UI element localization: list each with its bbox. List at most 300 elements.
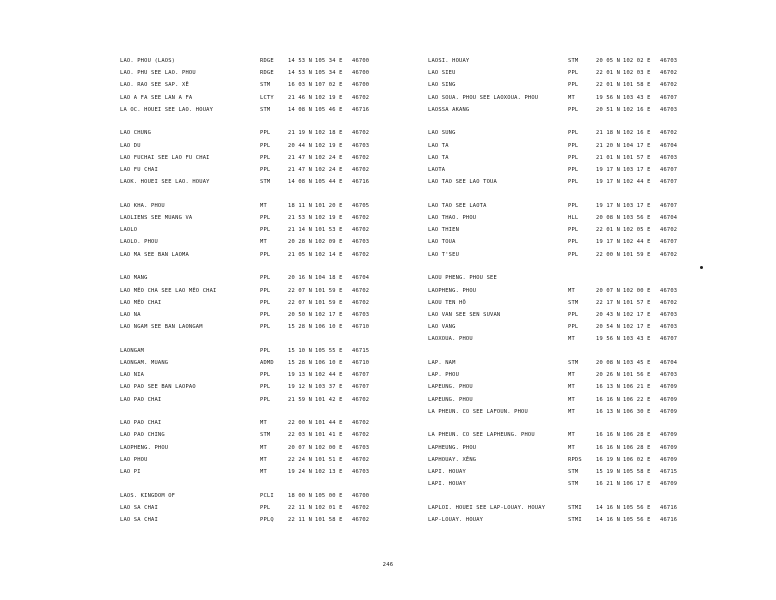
map-code: 46702 [352, 299, 370, 306]
feature-type: PPL [260, 154, 271, 161]
gazetteer-entry [120, 321, 388, 333]
map-code: 46702 [660, 227, 678, 234]
place-name: LAO TAO SEE LAOTA [428, 202, 487, 209]
longitude: 103 43 E [623, 336, 651, 343]
longitude: 105 00 E [315, 492, 343, 499]
place-name: LAOU TEN HÔ [428, 299, 466, 306]
map-code: 46709 [660, 396, 678, 403]
feature-type: PPL [260, 372, 271, 379]
place-name: LAO PAO SEE BAN LAOPAO [120, 384, 196, 391]
map-code: 46703 [660, 287, 678, 294]
longitude: 105 44 E [315, 179, 343, 186]
map-code: 46709 [660, 432, 678, 439]
latitude: 16 16 N [596, 432, 621, 439]
gazetteer-entry [428, 429, 698, 441]
map-code: 46703 [352, 142, 370, 149]
longitude: 101 53 E [315, 227, 343, 234]
longitude: 101 20 E [315, 202, 343, 209]
map-code: 46709 [660, 456, 678, 463]
place-name: LAO TA [428, 142, 449, 149]
longitude: 105 56 E [623, 504, 651, 511]
feature-type: PPL [260, 299, 271, 306]
gazetteer-entry [428, 369, 698, 381]
longitude: 106 10 E [315, 359, 343, 366]
gazetteer-entry [428, 454, 698, 466]
longitude: 106 28 E [623, 444, 651, 451]
longitude: 103 17 E [623, 202, 651, 209]
longitude: 101 51 E [315, 456, 343, 463]
longitude: 103 17 E [623, 167, 651, 173]
feature-type: MT [260, 456, 267, 463]
longitude: 102 01 E [315, 504, 343, 511]
longitude: 106 21 E [623, 384, 651, 391]
latitude: 16 03 N [288, 82, 313, 89]
gazetteer-entry [428, 212, 698, 224]
place-name: LA PHEUN. CO SEE LAPHEUNG. PHOU [428, 432, 535, 439]
feature-type: MT [568, 408, 575, 415]
latitude: 22 11 N [288, 504, 313, 511]
gazetteer-entry [428, 104, 698, 116]
longitude: 102 17 E [623, 311, 651, 318]
latitude: 14 53 N [288, 70, 313, 77]
place-name: LAPEUNG. PHOU [428, 384, 473, 391]
latitude: 22 00 N [288, 420, 313, 427]
place-name: LAO MẼO CHAI [120, 299, 162, 306]
place-name: LAO MANG [120, 275, 148, 282]
longitude: 102 44 E [315, 372, 343, 379]
longitude: 102 19 E [315, 215, 343, 222]
latitude: 15 19 N [596, 468, 621, 475]
place-name: LAOLIENS SEE MUANG VA [120, 215, 193, 222]
latitude: 22 01 N [596, 70, 621, 77]
latitude: 18 11 N [288, 202, 313, 209]
map-code: 46702 [352, 227, 370, 234]
latitude: 19 56 N [596, 94, 621, 101]
gazetteer-entry [120, 466, 388, 478]
place-name: LAPLOI. HOUEI SEE LAP-LOUAY. HOUAY [428, 504, 546, 511]
feature-type: MT [568, 432, 575, 439]
longitude: 107 02 E [315, 82, 343, 89]
longitude: 102 17 E [623, 324, 651, 331]
map-code: 46700 [352, 70, 370, 77]
feature-type: RDGE [260, 70, 274, 77]
place-name: LAO PAO CHAI [120, 396, 162, 403]
latitude: 21 20 N [596, 142, 621, 149]
feature-type: PPL [260, 324, 271, 331]
map-code: 46702 [352, 420, 370, 427]
place-name: LAO THAO. PHOU [428, 215, 477, 222]
map-code: 46715 [352, 347, 370, 354]
longitude: 106 28 E [623, 432, 651, 439]
gazetteer-entry [428, 333, 698, 345]
feature-type: PPL [568, 311, 579, 318]
place-name: LAO MẼO CHA SEE LAO MẼO CHAI [120, 287, 217, 294]
feature-type: ADMD [260, 359, 274, 366]
feature-type: PPL [568, 167, 579, 173]
gazetteer-entry [428, 406, 698, 418]
longitude: 101 58 E [315, 517, 343, 523]
map-code: 46716 [660, 517, 678, 523]
latitude: 16 19 N [596, 456, 621, 463]
place-name: LAO FU CHAI [120, 167, 158, 173]
map-code: 46705 [352, 202, 370, 209]
latitude: 20 28 N [288, 239, 313, 246]
place-name: LAPEUNG. PHOU [428, 396, 473, 403]
feature-type: MT [260, 468, 267, 475]
latitude: 21 53 N [288, 215, 313, 222]
map-code: 46707 [352, 372, 370, 379]
longitude: 106 17 E [623, 481, 651, 488]
gazetteer-entry [428, 200, 698, 212]
gazetteer-entry [428, 127, 698, 139]
longitude: 106 22 E [623, 396, 651, 403]
feature-type: STM [260, 179, 271, 186]
feature-type: STM [568, 359, 579, 366]
feature-type: PPL [260, 142, 271, 149]
longitude: 102 44 E [623, 239, 651, 246]
gazetteer-entry [120, 442, 388, 454]
gazetteer-entry [120, 369, 388, 381]
map-code: 46704 [660, 359, 678, 366]
feature-type: PPL [260, 275, 271, 282]
right-column [428, 55, 698, 538]
gazetteer-entry [428, 272, 698, 284]
place-name: LAOSI. HOUAY [428, 58, 470, 64]
latitude: 15 10 N [288, 347, 313, 354]
latitude: 14 53 N [288, 58, 313, 64]
place-name: LAO FUCHAI SEE LAO FU CHAI [120, 154, 210, 161]
latitude: 19 13 N [288, 372, 313, 379]
feature-type: STM [260, 106, 271, 113]
longitude: 104 17 E [623, 142, 651, 149]
map-code: 46702 [352, 251, 370, 258]
map-code: 46700 [352, 82, 370, 89]
longitude: 105 46 E [315, 106, 343, 113]
feature-type: PPL [260, 167, 271, 173]
feature-type: PPL [568, 179, 579, 186]
latitude: 20 44 N [288, 142, 313, 149]
gazetteer-entry [428, 297, 698, 309]
place-name: LAO NGAM SEE BAN LAONGAM [120, 324, 203, 331]
place-name: LAOTA [428, 167, 446, 173]
map-code: 46703 [660, 372, 678, 379]
gazetteer-entry [120, 297, 388, 309]
latitude: 19 17 N [596, 167, 621, 173]
gazetteer-entry [120, 309, 388, 321]
gazetteer-entry [120, 127, 388, 139]
gazetteer-entry [120, 417, 388, 429]
entry-group [428, 272, 698, 345]
place-name: LAP-LOUAY. HOUAY [428, 517, 484, 523]
latitude: 20 07 N [288, 444, 313, 451]
latitude: 22 17 N [596, 299, 621, 306]
map-code: 46710 [352, 359, 370, 366]
entry-group [120, 55, 388, 116]
latitude: 14 08 N [288, 106, 313, 113]
latitude: 20 08 N [596, 215, 621, 222]
feature-type: STM [568, 299, 579, 306]
longitude: 102 05 E [623, 227, 651, 234]
map-code: 46703 [660, 154, 678, 161]
place-name: LAP. PHOU [428, 372, 460, 379]
feature-type: STM [568, 58, 579, 64]
longitude: 105 58 E [623, 468, 651, 475]
gazetteer-entry [120, 176, 388, 188]
place-name: LA OC. HOUEI SEE LAO. HOUAY [120, 106, 214, 113]
longitude: 102 13 E [315, 468, 343, 475]
gazetteer-entry [120, 381, 388, 393]
latitude: 16 16 N [596, 396, 621, 403]
feature-type: STM [260, 432, 271, 439]
latitude: 18 00 N [288, 492, 313, 499]
place-name: LAO SA CHAI [120, 517, 158, 523]
entry-group [120, 272, 388, 333]
map-code: 46707 [660, 94, 678, 101]
feature-type: MT [568, 287, 575, 294]
longitude: 103 56 E [623, 215, 651, 222]
feature-type: MT [260, 444, 267, 451]
gazetteer-entry [120, 104, 388, 116]
feature-type: PPL [260, 215, 271, 222]
longitude: 103 43 E [623, 94, 651, 101]
feature-type: STM [568, 468, 579, 475]
latitude: 22 11 N [288, 517, 313, 523]
map-code: 46702 [660, 82, 678, 89]
place-name: LAO PHOU [120, 456, 148, 463]
longitude: 101 42 E [315, 396, 343, 403]
longitude: 102 18 E [315, 130, 343, 137]
longitude: 106 10 E [315, 324, 343, 331]
stray-mark [700, 266, 703, 269]
latitude: 15 28 N [288, 324, 313, 331]
map-code: 46707 [660, 336, 678, 343]
map-code: 46703 [352, 444, 370, 451]
feature-type: MT [568, 396, 575, 403]
feature-type: PPL [568, 324, 579, 331]
latitude: 16 13 N [596, 408, 621, 415]
latitude: 20 54 N [596, 324, 621, 331]
gazetteer-entry [120, 224, 388, 236]
place-name: LAO DU [120, 142, 141, 149]
gazetteer-entry [428, 176, 698, 188]
latitude: 20 07 N [596, 287, 621, 294]
map-code: 46716 [352, 106, 370, 113]
longitude: 105 34 E [315, 70, 343, 77]
latitude: 20 51 N [596, 106, 621, 113]
latitude: 21 19 N [288, 130, 313, 137]
longitude: 103 45 E [623, 359, 651, 366]
feature-type: LCTY [260, 94, 274, 101]
gazetteer-entry [428, 381, 698, 393]
map-code: 46710 [352, 324, 370, 331]
latitude: 19 12 N [288, 384, 313, 391]
map-code: 46715 [660, 468, 678, 475]
map-code: 46702 [352, 94, 370, 101]
place-name: LAO NA [120, 311, 141, 318]
latitude: 21 47 N [288, 154, 313, 161]
latitude: 22 24 N [288, 456, 313, 463]
place-name: LAOLO. PHOU [120, 239, 158, 246]
latitude: 21 59 N [288, 396, 313, 403]
place-name: LAPHEUNG. PHOU [428, 444, 477, 451]
map-code: 46709 [660, 444, 678, 451]
latitude: 14 16 N [596, 504, 621, 511]
latitude: 15 28 N [288, 359, 313, 366]
feature-type: PPL [260, 227, 271, 234]
longitude: 101 41 E [315, 432, 343, 439]
map-code: 46702 [660, 70, 678, 77]
latitude: 21 47 N [288, 167, 313, 173]
latitude: 14 08 N [288, 179, 313, 186]
longitude: 102 19 E [315, 142, 343, 149]
map-code: 46703 [352, 468, 370, 475]
latitude: 22 01 N [596, 82, 621, 89]
latitude: 19 17 N [596, 239, 621, 246]
feature-type: PPL [260, 311, 271, 318]
gazetteer-entry [428, 285, 698, 297]
place-name: LAO MA SEE BAN LAOMA [120, 251, 189, 258]
place-name: LAPI. HOUAY [428, 481, 466, 488]
longitude: 102 44 E [623, 179, 651, 186]
longitude: 102 09 E [315, 239, 343, 246]
latitude: 20 16 N [288, 275, 313, 282]
left-column [120, 55, 388, 538]
gazetteer-entry [120, 272, 388, 284]
gazetteer-entry [120, 200, 388, 212]
place-name: LAO SING [428, 82, 456, 89]
place-name: LAP. NAM [428, 359, 456, 366]
map-code: 46702 [660, 251, 678, 258]
latitude: 21 14 N [288, 227, 313, 234]
gazetteer-entry [428, 140, 698, 152]
place-name: LAO T'SEU [428, 251, 460, 258]
gazetteer-entry [120, 429, 388, 441]
map-code: 46702 [352, 396, 370, 403]
longitude: 106 02 E [623, 456, 651, 463]
map-code: 46703 [660, 58, 678, 64]
feature-type: MT [568, 444, 575, 451]
latitude: 22 00 N [596, 251, 621, 258]
feature-type: MT [568, 336, 575, 343]
place-name: LAO TA [428, 154, 449, 161]
longitude: 102 24 E [315, 167, 343, 173]
map-code: 46702 [352, 215, 370, 222]
place-name: LAPI. HOUAY [428, 468, 466, 475]
feature-type: PPL [568, 154, 579, 161]
longitude: 105 34 E [315, 58, 343, 64]
gazetteer-entry [428, 55, 698, 67]
entry-group [428, 55, 698, 116]
place-name: LAO CHUNG [120, 130, 152, 137]
feature-type: PPL [568, 70, 579, 77]
place-name: LAOSSA AKANG [428, 106, 470, 113]
place-name: LAO PAO CHAI [120, 420, 162, 427]
place-name: LAO KHA. PHOU [120, 202, 165, 209]
longitude: 103 37 E [315, 384, 343, 391]
longitude: 105 55 E [315, 347, 343, 354]
latitude: 22 07 N [288, 287, 313, 294]
map-code: 46709 [660, 384, 678, 391]
gazetteer-entry [428, 152, 698, 164]
gazetteer-entry [120, 164, 388, 176]
longitude: 101 57 E [623, 299, 651, 306]
place-name: LAOPHENG. PHOU [428, 287, 477, 294]
map-code: 46703 [660, 311, 678, 318]
feature-type: PCLI [260, 492, 274, 499]
map-code: 46702 [352, 287, 370, 294]
gazetteer-entry [120, 285, 388, 297]
gazetteer-entry [120, 67, 388, 79]
longitude: 102 00 E [623, 287, 651, 294]
gazetteer-entry [120, 92, 388, 104]
gazetteer-entry [120, 249, 388, 261]
map-code: 46707 [660, 179, 678, 186]
map-code: 46700 [352, 58, 370, 64]
place-name: LAOPHENG. PHOU [120, 444, 169, 451]
place-name: LAO. RAO SEE SAP. XÊ [120, 82, 189, 89]
latitude: 21 05 N [288, 251, 313, 258]
latitude: 20 08 N [596, 359, 621, 366]
feature-type: PPL [260, 396, 271, 403]
entry-group [120, 417, 388, 478]
gazetteer-entry [428, 309, 698, 321]
latitude: 20 05 N [596, 58, 621, 64]
map-code: 46702 [352, 517, 370, 523]
latitude: 22 01 N [596, 227, 621, 234]
feature-type: PPL [568, 251, 579, 258]
feature-type: MT [568, 94, 575, 101]
place-name: LAO TAO SEE LAO TOUA [428, 179, 497, 186]
latitude: 22 07 N [288, 299, 313, 306]
gazetteer-entry [428, 224, 698, 236]
feature-type: STM [260, 82, 271, 89]
gazetteer-entry [120, 514, 388, 526]
longitude: 102 02 E [623, 58, 651, 64]
feature-type: PPL [260, 384, 271, 391]
map-code: 46709 [660, 408, 678, 415]
map-code: 46709 [660, 481, 678, 488]
map-code: 46702 [352, 154, 370, 161]
gazetteer-entry [120, 79, 388, 91]
entry-group [428, 502, 698, 526]
map-code: 46702 [352, 130, 370, 137]
gazetteer-entry [120, 152, 388, 164]
feature-type: PPLQ [260, 517, 274, 523]
gazetteer-entry [120, 345, 388, 357]
place-name: LAO SIEU [428, 70, 456, 77]
gazetteer-entry [428, 502, 698, 514]
map-code: 46702 [352, 167, 370, 173]
map-code: 46704 [660, 142, 678, 149]
feature-type: PPL [260, 251, 271, 258]
map-code: 46704 [352, 275, 370, 282]
place-name: LAO SUNG [428, 130, 456, 137]
gazetteer-entry [120, 490, 388, 502]
place-name: LAOLO [120, 227, 138, 234]
longitude: 101 59 E [623, 251, 651, 258]
gazetteer-entry [120, 394, 388, 406]
place-name: LAO. PHOU (LAOS) [120, 58, 176, 64]
longitude: 102 03 E [623, 70, 651, 77]
latitude: 14 16 N [596, 517, 621, 523]
feature-type: MT [260, 239, 267, 246]
latitude: 16 16 N [596, 444, 621, 451]
map-code: 46707 [352, 384, 370, 391]
gazetteer-entry [428, 236, 698, 248]
gazetteer-entry [428, 249, 698, 261]
latitude: 22 03 N [288, 432, 313, 439]
gazetteer-entry [428, 164, 698, 176]
